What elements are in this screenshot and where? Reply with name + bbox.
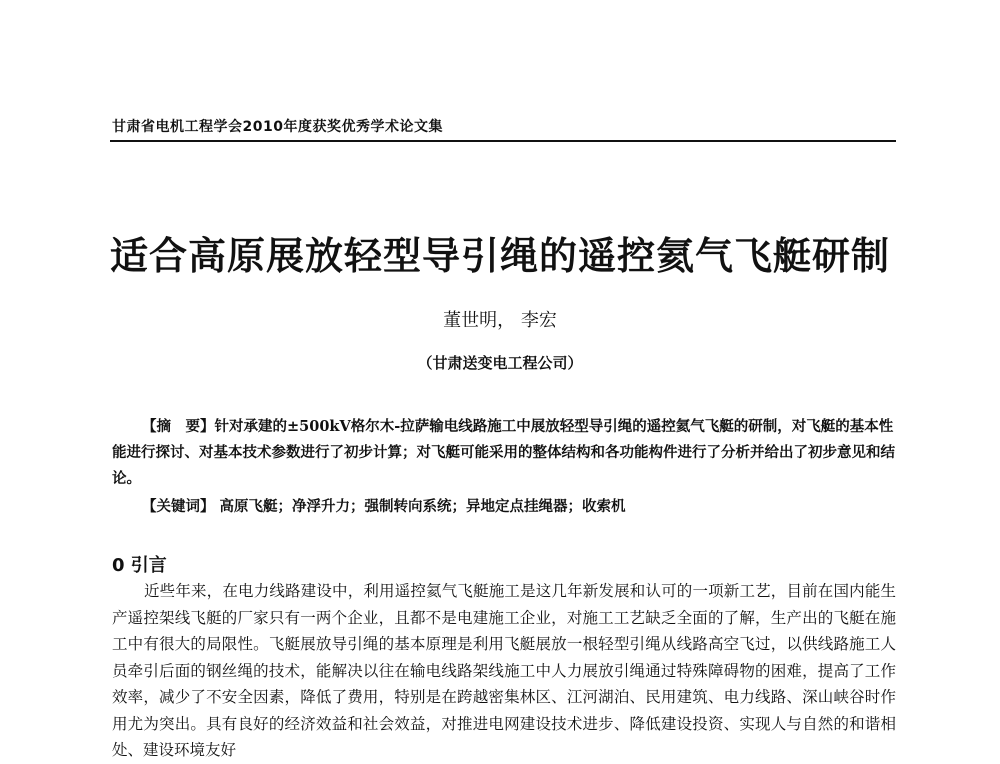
header-rule: [110, 140, 896, 142]
abstract-text: 针对承建的±500kV格尔木-拉萨输电线路施工中展放轻型导引绳的遥控氦气飞艇的研制，对飞艇的基本性能进行探讨、对基本技术参数进行了初步计算；对飞艇可能采用的整体结构和各功能构件进行了分析并给出了初步意见和结论。: [112, 418, 895, 487]
running-header: 甘肃省电机工程学会2010年度获奖优秀学术论文集: [112, 119, 443, 135]
affiliation: （甘肃送变电工程公司）: [417, 354, 583, 372]
keywords-text: 高原飞艇；净浮升力；强制转向系统；异地定点挂绳器；收索机: [214, 498, 626, 515]
keywords-label: 【关键词】: [142, 498, 215, 515]
abstract-label: 【摘 要】: [142, 418, 215, 435]
body-paragraph: 近些年来，在电力线路建设中，利用遥控氦气飞艇施工是这几年新发展和认可的一项新工艺，目前在国内能生产遥控架线飞艇的厂家只有一两个企业，且都不是电建施工企业，对施工工艺缺乏全面的了解，生产出的飞艇在施工中有很大的局限性。飞艇展放导引绳的基本原理是利用飞艇展放一根轻型引绳从线路高空飞过，以供线路施工人员牵引后面的钢丝绳的技术，能解决以往在输电线路架线施工中人力展放引绳通过特殊障碍物的困难，提高了工作效率，减少了不安全因素，降低了费用，特别是在跨越密集林区、江河湖泊、民用建筑、电力线路、深山峡谷时作用尤为突出。具有良好的经济效益和社会效益，对推进电网建设技术进步、降低建设投资、实现人与自然的和谐相处、建设环境友好: [112, 582, 896, 759]
authors: 董世明， 李宏: [443, 310, 557, 331]
paper-title: 适合高原展放轻型导引绳的遥控氦气飞艇研制: [109, 233, 890, 278]
section-heading: 0 引言: [112, 555, 167, 576]
keywords: [112, 494, 896, 520]
abstract: [112, 414, 896, 492]
